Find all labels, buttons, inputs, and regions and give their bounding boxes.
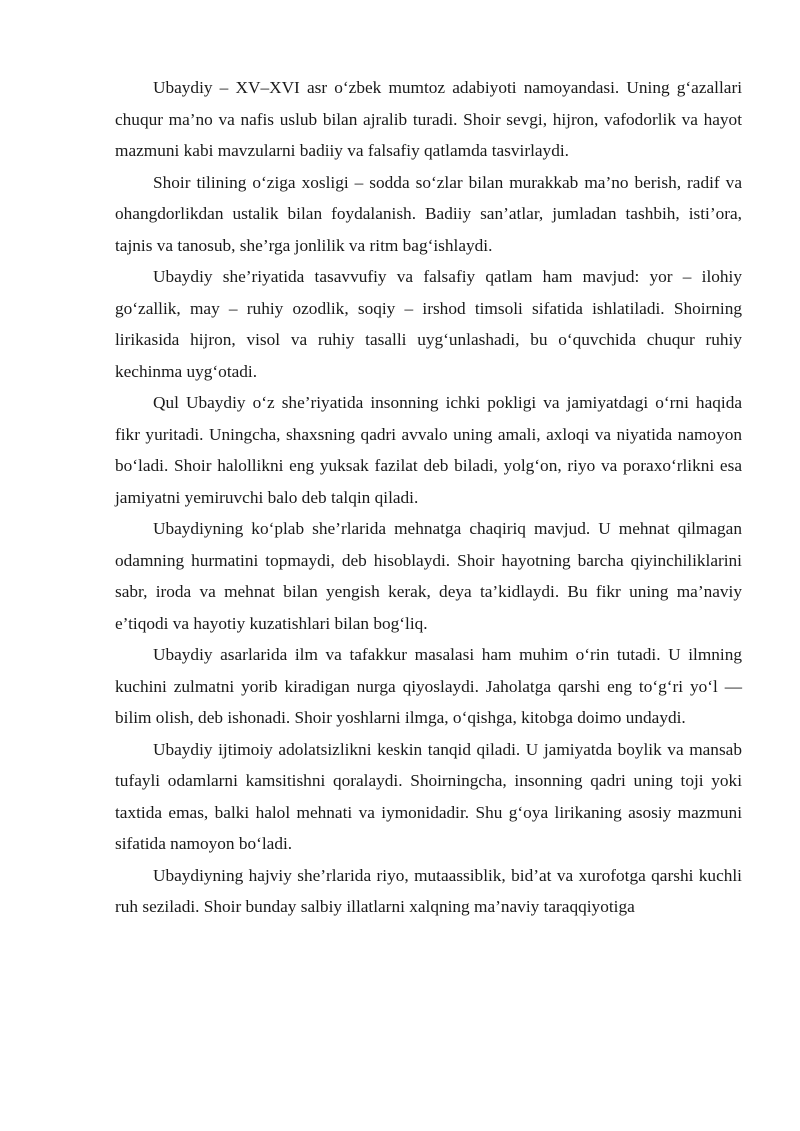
paragraph-5: Ubaydiyning ko‘plab she’rlarida mehnatga chaqiriq mavjud. U mehnat qilmagan odamning hurmatini topmaydi, deb hisoblaydi. Shoir hayotning barcha qiyinchiliklarini sabr, iroda va mehnat bilan yengish kerak, deya ta’kidlaydi. Bu fikr uning ma’naviy e’tiqodi va hayotiy kuzatishlari bilan bog‘liq. (115, 519, 742, 633)
paragraph-1: Ubaydiy – XV–XVI asr o‘zbek mumtoz adabiyoti namoyandasi. Uning g‘azallari chuqur ma’no va nafis uslub bilan ajralib turadi. Shoir sevgi, hijron, vafodorlik va hayot mazmuni kabi mavzularni badiiy va falsafiy qatlamda tasvirlaydi. (115, 78, 742, 160)
paragraph-3: Ubaydiy she’riyatida tasavvufiy va falsafiy qatlam ham mavjud: yor – ilohiy go‘zallik, may – ruhiy ozodlik, soqiy – irshod timsoli sifatida ishlatiladi. Shoirning lirikasida hijron, visol va ruhiy tasalli uyg‘unlashadi, bu o‘quvchida chuqur ruhiy kechinma uyg‘otadi. (115, 267, 742, 381)
document-body (115, 72, 742, 923)
paragraph-4: Qul Ubaydiy o‘z she’riyatida insonning ichki pokligi va jamiyatdagi o‘rni haqida fikr yuritadi. Uningcha, shaxsning qadri avvalo uning amali, axloqi va niyatida namoyon bo‘ladi. Shoir halollikni eng yuksak fazilat deb biladi, yolg‘on, riyo va poraxo‘rlikni esa jamiyatni yemiruvchi balo deb talqin qiladi. (115, 393, 742, 507)
paragraph-2: Shoir tilining o‘ziga xosligi – sodda so‘zlar bilan murakkab ma’no berish, radif va ohangdorlikdan ustalik bilan foydalanish. Badiiy san’atlar, jumladan tashbih, isti’ora, tajnis va tanosub, she’rga jonlilik va ritm bag‘ishlaydi. (115, 172, 742, 255)
paragraph-7: Ubaydiy ijtimoiy adolatsizlikni keskin tanqid qiladi. U jamiyatda boylik va mansab tufayli odamlarni kamsitishni qoralaydi. Shoirningcha, insonning qadri uning toji yoki taxtida emas, balki halol mehnati va iymonidadir. Shu g‘oya lirikaning asosiy mazmuni sifatida namoyon bo‘ladi. (115, 739, 742, 853)
paragraph-6: Ubaydiy asarlarida ilm va tafakkur masalasi ham muhim o‘rin tutadi. U ilmning kuchini zulmatni yorib kiradigan nurga qiyoslaydi. Jaholatga qarshi eng to‘g‘ri yo‘l — bilim olish, deb ishonadi. Shoir yoshlarni ilmga, o‘qishga, kitobga doimo undaydi. (115, 645, 742, 727)
paragraph-8: Ubaydiyning hajviy she’rlarida riyo, mutaassiblik, bid’at va xurofotga qarshi kuchli ruh seziladi. Shoir bunday salbiy illatlarni xalqning ma’naviy taraqqiyotiga (115, 865, 742, 916)
